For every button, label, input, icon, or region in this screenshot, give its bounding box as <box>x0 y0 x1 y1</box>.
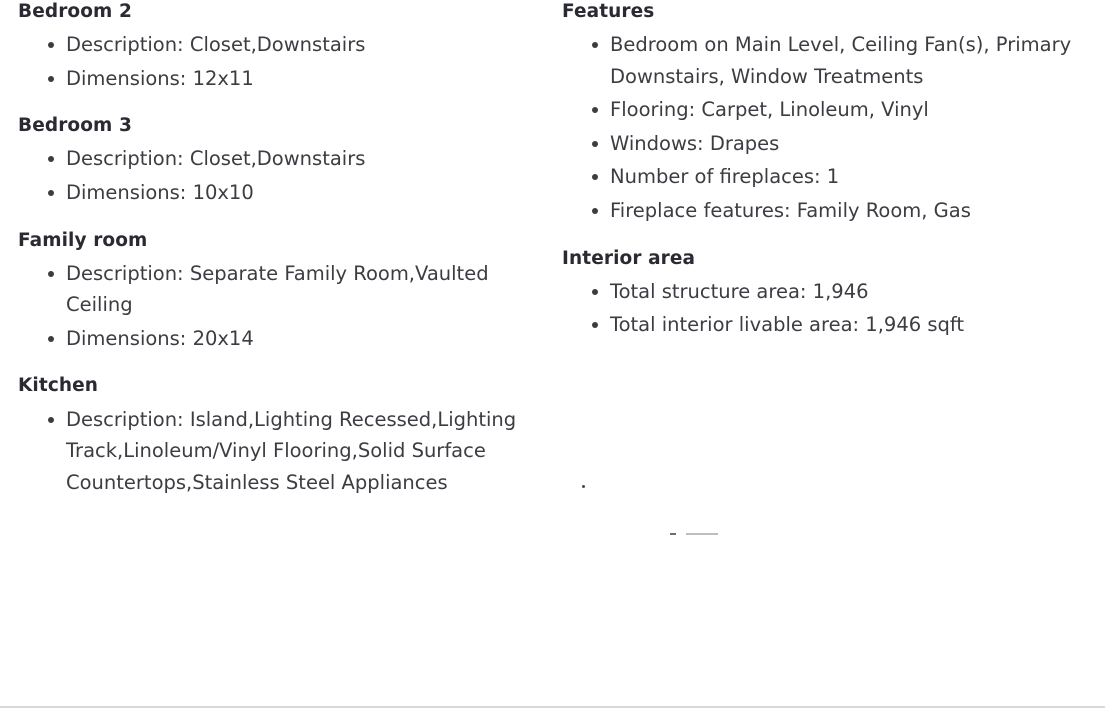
list-item: Dimensions: 12x11 <box>18 63 540 95</box>
list-item: Number of fireplaces: 1 <box>562 161 1091 193</box>
detail-list <box>18 404 540 499</box>
page-artifact-dash <box>686 533 718 535</box>
page-artifact-dash <box>670 533 676 535</box>
section-kitchen <box>18 374 540 498</box>
list-item: Description: Closet,Downstairs <box>18 143 540 175</box>
left-column <box>0 0 550 708</box>
section-title: Kitchen <box>18 375 99 397</box>
list-item: Description: Island,Lighting Recessed,Lighting Track,Linoleum/Vinyl Flooring,Solid Surface Countertops,Stainless Steel Appliances <box>18 404 540 499</box>
list-item: Windows: Drapes <box>562 128 1091 160</box>
list-item: Total structure area: 1,946 <box>562 276 1091 308</box>
section-family-room <box>18 229 540 355</box>
list-item: Dimensions: 10x10 <box>18 177 540 209</box>
detail-list <box>562 29 1091 226</box>
list-item: Description: Closet,Downstairs <box>18 29 540 61</box>
list-item: Dimensions: 20x14 <box>18 323 540 355</box>
page-artifact-dot <box>582 485 585 488</box>
right-column <box>550 0 1105 708</box>
section-title: Bedroom 2 <box>18 1 132 22</box>
list-item: Fireplace features: Family Room, Gas <box>562 195 1091 227</box>
section-title: Features <box>562 1 655 22</box>
detail-list <box>18 29 540 94</box>
list-item: Bedroom on Main Level, Ceiling Fan(s), Primary Downstairs, Window Treatments <box>562 29 1091 92</box>
list-item: Total interior livable area: 1,946 sqft <box>562 309 1091 341</box>
list-item: Flooring: Carpet, Linoleum, Vinyl <box>562 94 1091 126</box>
list-item: Description: Separate Family Room,Vaulted Ceiling <box>18 258 540 321</box>
section-title: Interior area <box>562 247 696 269</box>
page-left-edge <box>0 0 2 708</box>
section-title: Family room <box>18 229 148 251</box>
section-interior-area <box>562 247 1091 341</box>
section-bedroom-2 <box>18 0 540 94</box>
detail-list <box>562 276 1091 341</box>
detail-list <box>18 143 540 208</box>
detail-list <box>18 258 540 355</box>
section-bedroom-3 <box>18 114 540 208</box>
section-title: Bedroom 3 <box>18 115 132 137</box>
section-features <box>562 0 1091 227</box>
